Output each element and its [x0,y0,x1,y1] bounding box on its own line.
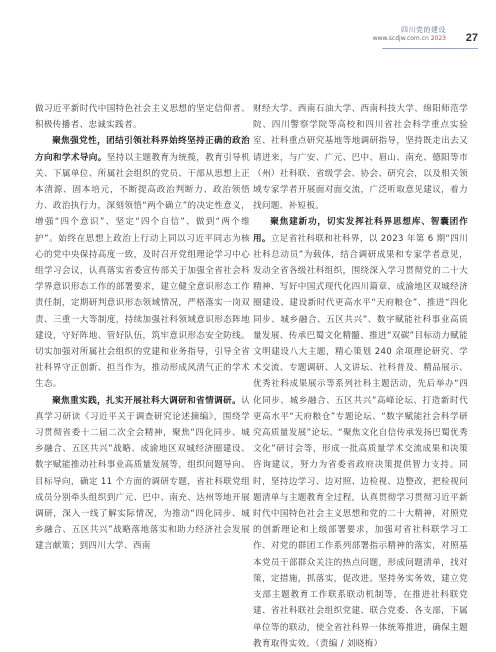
paragraph-heading: 聚焦建新功，切实发挥社科界思想库、智囊团作用。 [253,217,468,244]
paragraph-heading: 聚焦重实践，扎实开展社科大调研和省情调研。 [52,395,242,406]
paragraph-heading: 聚焦强党性，团结引领社科界始终坚持正确的政治方向和学术导向。 [35,136,250,163]
paragraph [253,101,468,214]
paragraph-text: 立足省社科联和社科界，以 2023 年第 6 期“四川社科总动员”为载体，结合调研成果和专家学者意见，发动全省各级社科组织，围绕深入学习贯彻党的二十大精神、写好中国式现代化四川篇章、成渝地区双城经济圈建设、建设新时代更高水平“天府粮仓”、推进“四化同步、城乡融合、五区共兴”、数字赋能社科事业高质量发展、传承巴蜀文化精髓、推进“双碳”目标动力赋能文明建设八大主题，精心策划 240 余项理论研究、学术交流、专题调研、人文讲坛、社科普及、精品展示、优秀社科成果展示等系列社科主题活动，先后举办“四化同步、城乡融合、五区共兴”高峰论坛、打造新时代更高水平“天府粮仓”专题论坛、“数字赋能社会科学研究高质量发展”论坛、“聚焦文化自信传承发扬巴蜀优秀文化”研讨会等，形成一批高质量学术交流成果和决策咨询建议，努力为省委省政府决策提供智力支持。同时，坚持边学习、边对照、边检视、边整改，把检视问题清单与主题教育全过程，认真贯彻学习贯彻习近平新时代中国特色社会主义思想和党的二十大精神，对照党的创新理论和上级部署要求，加强对省社科联学习工作、对党的群团工作系列部署指示精神的落实，对照基本党员干部群众关注的热点问题，形成问题清单，找对策，定措施，抓落实，促改进。坚持务实务效，建立党支部主题教育工作联系联动机制等，在推进社科联党建、省社科联社会组织党建、联合党委、各支部，下属单位等的联动，使全省社科界一体统筹推进，确保主题教育取得实效。（责编 / 刘晓梅） [253,233,468,649]
page-number: 27 [465,32,478,44]
left-column [35,101,250,555]
paragraph [35,393,250,555]
site-url: www.scdjw.com.cn [372,35,429,42]
paragraph [35,101,250,133]
paragraph-text: 坚持以主题教育为统揽，教育引导机关、下属单位、所属社会组织的党员、干部从思想上正本清源、固本培元，不断提高政治判断力、政治领悟力、政治执行力，深刻领悟“两个确立”的决定性意义，增强“四个意识”、坚定“四个自信”、做到“两个维护”。始终在思想上政治上行动上同以习近平同志为核心的党中央保持高度一致，及时召开党组理论学习中心组学习会议，认真落实省委宣传部关于加强全省社会科学界意识形态工作的部署要求，建立健全意识形态工作责任制，定期研判意识形态领域情况，严格落实一岗双责、三重一大等制度，持续加强社科领域意识形态阵地建设，守好阵地、管好队伍，筑牢意识形态安全防线。切实加强对所属社会组织的党建和业务指导，引导全省社科界守正创新、担当作为，推动形成风清气正的学术生态。 [35,152,250,390]
paragraph [35,133,250,392]
paragraph [253,214,468,651]
magazine-title: 四川党的建设 [401,26,446,34]
issue-year: 2023 [430,35,446,42]
paragraph-text: 认真学习研读《习近平关于调查研究论述摘编》，围绕学习贯彻省委十二届二次全会精神，聚焦“四化同步、城乡融合、五区共兴”战略、成渝地区双城经济圈建设、数字赋能推动社科事业高质量发展等，组织问题导向、目标导向，确定 11 个方面的调研专题，省社科联党组成员分别牵头组织到广元、巴中、南充、达州等地开展调研，深入一线了解实际情况，为推动“四化同步、城乡融合、五区共兴”战略落地落实和助力经济社会发展建言献策；到四川大学、西南 [35,395,250,552]
header-rule [382,48,478,49]
right-column [253,101,468,652]
magazine-site [373,35,446,42]
paragraph-text: 财经大学、西南石油大学、西南科技大学、绵阳师范学院、四川警察学院等高校和四川省社会科学重点实验室、社科重点研究基地等地调研指导，坚持既走出去又请进来，与广安、广元、巴中、眉山、南充、德阳等市（州）社科联、省级学会、协会、研究会，以及相关领域专家学者开展面对面交流，广泛听取意见建议，着力找问题、补短板。 [253,104,468,212]
paragraph-text: 做习近平新时代中国特色社会主义思想的坚定信仰者、积极传播者、忠诚实践者。 [35,104,250,131]
page-header [0,0,496,60]
